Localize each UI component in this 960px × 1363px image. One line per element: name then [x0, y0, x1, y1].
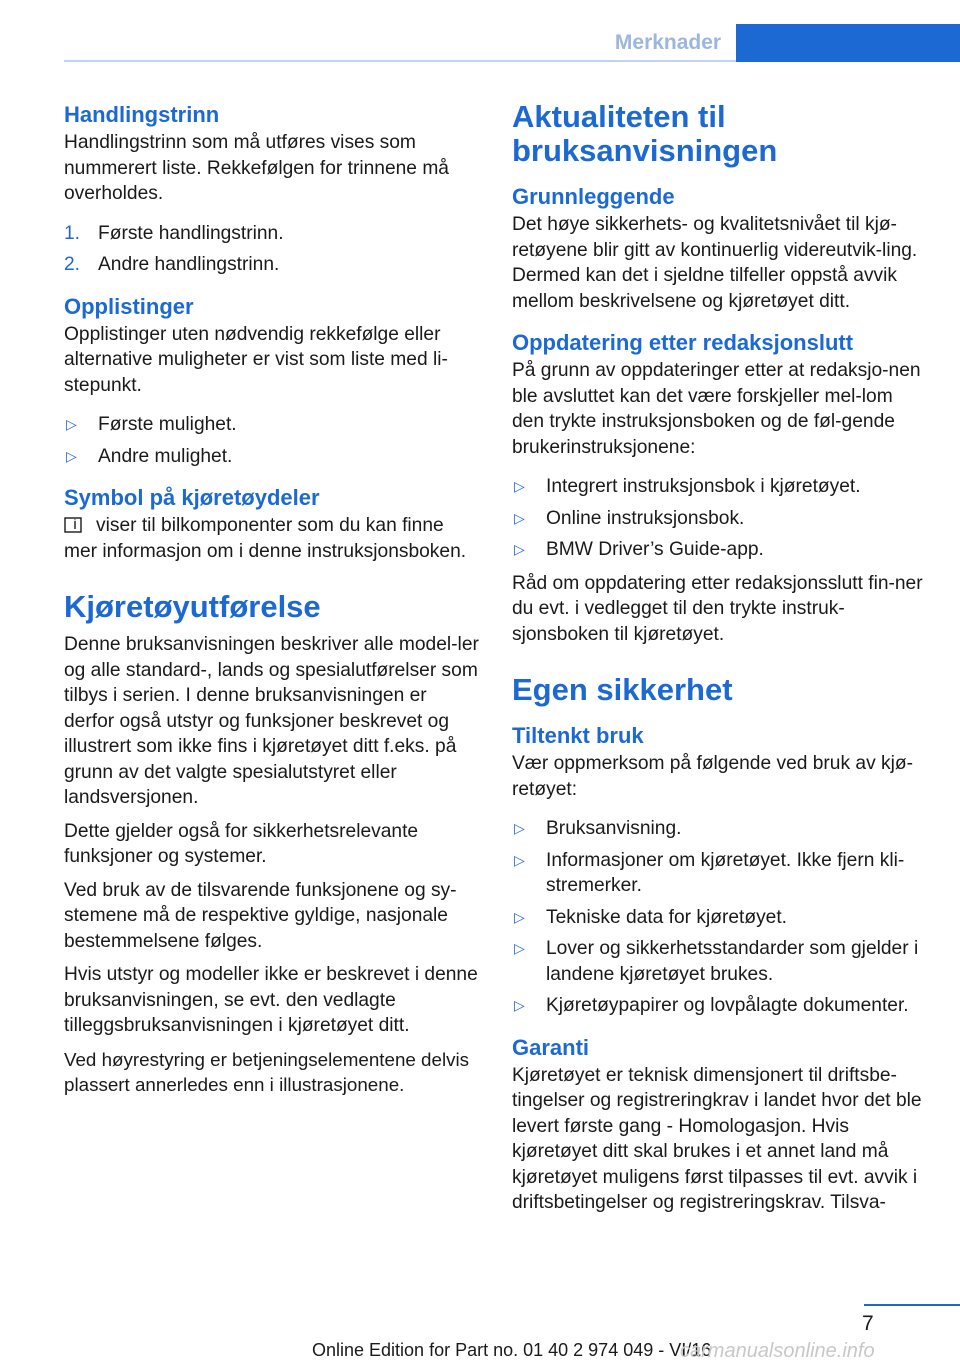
list-item: ▷ Bruksanvisning. [512, 816, 928, 842]
heading-grunnleggende: Grunnleggende [512, 184, 675, 209]
triangle-bullet-icon: ▷ [514, 997, 525, 1013]
list-item: ▷ Online instruksjonsbok. [512, 506, 928, 532]
list-item: ▷ Tekniske data for kjøretøyet. [512, 905, 928, 931]
heading-egen-sikkerhet: Egen sikkerhet [512, 672, 733, 707]
paragraph: Ved høyrestyring er betjeningselementene delvis plassert annerledes enn i illustrasjonene. [64, 1048, 470, 1095]
watermark: carmanualsonline.info [680, 1340, 875, 1362]
paragraph-handlingstrinn: Handlingstrinn som må utføres vises som nummerert liste. Rekkefølgen for trinnene må overholdes. [64, 132, 449, 204]
list-item: ▷ Lover og sikkerhetsstandarder som gjelder i landene kjøretøyet brukes. [514, 938, 919, 985]
header-accent-block [736, 24, 960, 62]
heading-handlingstrinn: Handlingstrinn [64, 102, 220, 127]
heading-symbol: Symbol på kjøretøydeler [64, 485, 320, 510]
list-item [64, 252, 480, 278]
edition-info: Online Edition for Part no. 01 40 2 974 049 - VI/16 [312, 1340, 712, 1360]
list-item: ▷ Integrert instruksjonsbok i kjøretøyet. [512, 474, 928, 500]
list-item: ▷ Andre mulighet. [64, 444, 480, 470]
heading-oppdatering: Oppdatering etter redaksjonslutt [512, 330, 854, 355]
paragraph-grunnleggende: Det høye sikkerhets- og kvalitetsnivået til kjø-retøyene blir gitt av kontinuerlig videreutvik-ling. Dermed kan det i sjeldne tilfeller oppstå avvik mellom beskrivelsene og kjøretøyet ditt. [512, 214, 918, 312]
paragraph-raad: Råd om oppdatering etter redaksjonsslutt fin-ner du evt. i vedlegget til den trykte instruk-sjonsboken til kjøretøyet. [512, 572, 923, 645]
list-item: ▷ Første mulighet. [64, 412, 480, 438]
triangle-bullet-icon: ▷ [66, 447, 77, 464]
book-icon [64, 517, 82, 533]
step-text: Første handlingstrinn. [98, 222, 284, 244]
triangle-bullet-icon: ▷ [514, 851, 525, 868]
heading-tiltenkt-bruk: Tiltenkt bruk [512, 723, 644, 748]
step-number: 2. [64, 254, 81, 275]
triangle-bullet-icon: ▷ [514, 940, 525, 956]
paragraph-garanti: Kjøretøyet er teknisk dimensjonert til driftsbe-tingelser og registreringkrav i landet hvor det ble levert første gang - Homologasjon. Hvis kjøretøyet ditt skal brukes i et annet land må kjøretøyet muligens først tilpasses til evt. avvik i driftsbetingelser og registreringskrav. Tilsva- [512, 1064, 922, 1213]
paragraph-symbol: viser til bilkomponenter som du kan finne mer informasjon om i denne instruksjonsboken. [64, 515, 467, 562]
paragraph: Hvis utstyr og modeller ikke er beskrevet i denne bruksanvisningen, se evt. den vedlagte tilleggsbruksanvisningen i kjøretøyet ditt. [64, 964, 478, 1036]
paragraph-tiltenkt: Vær oppmerksom på følgende ved bruk av kjø-retøyet: [512, 753, 913, 800]
right-column [512, 100, 928, 1216]
triangle-bullet-icon: ▷ [514, 541, 525, 557]
heading-kjoretoyutforelse: Kjøretøyutførelse [64, 589, 321, 624]
triangle-bullet-icon: ▷ [514, 820, 525, 836]
paragraph: Ved bruk av de tilsvarende funksjonene og sy-stemene må de respektive gyldige, nasjonale bestemmelsene følges. [64, 879, 457, 952]
triangle-bullet-icon: ▷ [66, 416, 77, 432]
heading-garanti: Garanti [512, 1034, 590, 1060]
list-item [64, 221, 480, 247]
paragraph: Dette gjelder også for sikkerhetsrelevante funksjoner og systemer. [64, 820, 419, 867]
paragraph-oppdatering: På grunn av oppdateringer etter at redaksjo-nen ble avsluttet kan det være forskjeller mel-lom den trykte instruksjonsboken og de føl-gende brukerinstruksjonene: [512, 360, 921, 458]
section-title: Merknader [614, 31, 722, 54]
left-column [64, 100, 480, 1098]
footer-rule [864, 1304, 960, 1306]
step-number: 1. [64, 222, 81, 244]
step-text: Andre handlingstrinn. [98, 254, 280, 275]
page-number: 7 [862, 1312, 874, 1335]
paragraph: Denne bruksanvisningen beskriver alle model-ler og alle standard-, lands og spesialutførelser som tilbys i serien. I denne bruksanvisningen er derfor også utstyr og funksjoner beskrevet og illustrert som ikke fins i kjøretøyet ditt f.eks. på grunn av det valgte spesialutstyret eller landsversjonen. [64, 634, 479, 808]
list-item: ▷ BMW Driver’s Guide-app. [512, 537, 928, 563]
triangle-bullet-icon: ▷ [514, 509, 525, 526]
paragraph-opplistinger: Opplistinger uten nødvendig rekkefølge eller alternative muligheter er vist som liste med li-stepunkt. [64, 323, 448, 396]
list-item: ▷ Kjøretøypapirer og lovpålagte dokumenter. [512, 993, 928, 1019]
triangle-bullet-icon: ▷ [514, 908, 525, 925]
heading-opplistinger: Opplistinger [64, 293, 194, 319]
list-item: ▷ Informasjoner om kjøretøyet. Ikke fjern kli-stremerker. [514, 849, 905, 896]
heading-aktualiteten: Aktualiteten til bruksanvisningen [512, 99, 778, 168]
triangle-bullet-icon: ▷ [514, 478, 525, 494]
